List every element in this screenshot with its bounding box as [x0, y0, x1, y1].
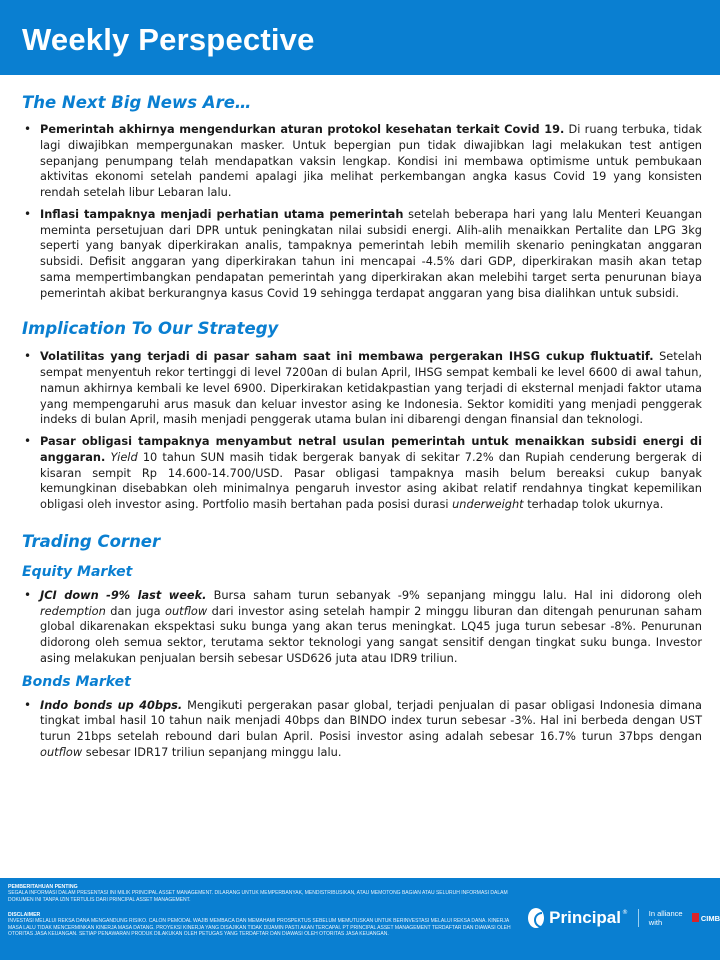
important-notice [8, 884, 513, 903]
header-bar [0, 0, 720, 75]
list-item: • Pemerintah akhirnya mengendurkan aturan protokol kesehatan terkait Covid 19. Di ruang terbuka, tidak lagi diwajibkan mempergunakan masker. Untuk bepergian pun tidak diwajibkan lagi melakukan test antigen sepanjang penumpang telah mendapatkan vaksin lengkap. Kondisi ini membawa optimisme untuk pembukaan aktivitas ekonomi setelah pandemi apalagi jika melihat perkembangan angka kasus Covid 19 yang konsisten rendah setelah libur Lebaran lalu. [22, 122, 702, 201]
logo-divider [638, 909, 639, 927]
notice-title: PEMBERITAHUAN PENTING [8, 884, 78, 890]
registered-mark-icon: ® [621, 908, 628, 916]
list-item: • Volatilitas yang terjadi di pasar saham saat ini membawa pergerakan IHSG cukup fluktuatif. Setelah sempat menyentuh rekor tertinggi di level 7200an di bulan April, IHSG sempat kembali ke level 6600 di awal tahun, namun akhirnya kembali ke level 6900. Diperkirakan ketidakpastian yang terjadi di eksternal menjadi faktor utama yang mempengaruhi arus masuk dan keluar investor asing ke Indonesia. Sektor komiditi yang menjadi penggerak indeks di bulan April, masih menjadi penggerak utama bulan ini dibarengi dengan finansial dan teknologi. [22, 349, 702, 428]
alliance-text: In alliance with [648, 909, 683, 927]
implication-list [22, 349, 702, 513]
page-title: Weekly Perspective [22, 22, 315, 57]
subsection-title-equity: Equity Market [22, 563, 133, 580]
disclaimer-title: DISCLAIMER [8, 912, 41, 918]
partner-name: CIMB [700, 913, 720, 923]
list-item: • Indo bonds up 40bps. Mengikuti pergerakan pasar global, terjadi penjualan di pasar obligasi Indonesia dimana tingkat imbal hasil 10 tahun naik menjadi 40bps dan BINDO index turun sebesar -3%. Hal ini berbeda dengan UST turun 21bps setelah rebound dari bulan April. Posisi investor asing adalah sebesar 16.7% turun 37bps dengan outflow sebesar IDR17 triliun sepanjang minggu lalu. [22, 698, 702, 761]
notice-text: SEGALA INFORMASI DALAM PRESENTASI INI MILIK PRINCIPAL ASSET MANAGEMENT. DILARANG UNTUK MEMPERBANYAK, MENDISTRIBUSIKAN, ATAU MEMOTONG BAGIAN ATAU SELURUH INFORMASI DALAM DOKUMEN INI TANPA IZIN TERTULIS DARI PRINCIPAL ASSET MANAGEMENT. [8, 890, 508, 903]
section-title-implication: Implication To Our Strategy [22, 319, 279, 339]
subsection-title-bonds: Bonds Market [22, 673, 131, 690]
cimb-logo-icon [692, 913, 699, 922]
principal-logo-icon [528, 908, 544, 928]
brand-name: Principal [549, 908, 621, 927]
list-item: • Inflasi tampaknya menjadi perhatian utama pemerintah setelah beberapa hari yang lalu Menteri Keuangan meminta persetujuan dari DPR untuk peningkatan nilai subsidi energi. Alih-alih menaikkan Pertalite dan LPG 3kg seperti yang banyak diperkirakan analis, tampaknya pemerintah lebih memilih skenario peningkatan anggaran subsidi. Defisit anggaran yang diperkirakan tahun ini mencapai -4.5% dari GDP, diperkirakan masih akan tetap sama mempertimbangkan pendapatan pemerintah yang diperkirakan akan melebihi target serta penurunan biaya pemerintah akibat berkurangnya kasus Covid 19 sehingga terdapat anggaran yang bisa dialihkan untuk subsidi. [22, 207, 702, 302]
main-content [22, 92, 702, 761]
section-title-next-big-news: The Next Big News Are… [22, 93, 252, 112]
bonds-list [22, 698, 702, 761]
equity-list [22, 588, 702, 667]
section-title-trading-corner: Trading Corner [22, 531, 161, 551]
list-item: • Pasar obligasi tampaknya menyambut netral usulan pemerintah untuk menaikkan subsidi energi di anggaran. Yield 10 tahun SUN masih tidak bergerak banyak di sekitar 7.2% dan Rupiah cenderung bergerak di kisaran sempit Rp 14.600-14.700/USD. Pasar obligasi tampaknya masih belum bereaksi cukup banyak kemungkinan disebabkan oleh minimalnya pengaruh investor asing akibat relatif rendahnya tingkat kepemilikan obligasi oleh investor asing. Portfolio masih bertahan pada posisi durasi underweight terhadap tolok ukurnya. [22, 434, 702, 513]
disclaimer [8, 912, 513, 938]
brand-logo-group [528, 904, 720, 932]
next-big-news-list [22, 122, 702, 301]
list-item: • JCI down -9% last week. Bursa saham turun sebanyak -9% sepanjang minggu lalu. Hal ini didorong oleh redemption dan juga outflow dari investor asing setelah hampir 2 minggu liburan dan ditengah penurunan saham global dikarenakan ekspektasi suku bunga yang akan terus meningkat. LQ45 juga turun sebesar -8%. Penurunan didorong oleh semua sektor, terutama sektor teknologi yang sangat sensitif dengan tingkat suku bunga. Investor asing melakukan penjualan bersih sebesar USD626 juta atau IDR9 triliun. [22, 588, 702, 667]
disclaimer-text: INVESTASI MELALUI REKSA DANA MENGANDUNG RISIKO. CALON PEMODAL WAJIB MEMBACA DAN MEMAHAMI PROSPEKTUS SEBELUM MEMUTUSKAN UNTUK BERINVESTASI MELALUI REKSA DANA. KINERJA MASA LALU TIDAK MENCERMINKAN KINERJA MASA DATANG. PROYEKSI KINERJA YANG DISAJIKAN TIDAK DIJAMIN PASTI AKAN TERCAPAI. PT PRINCIPAL ASSET MANAGEMENT TERDAFTAR DAN DIAWASI OLEH OTORITAS JASA KEUANGAN. SETIAP PENAWARAN PRODUK DILAKUKAN OLEH PETUGAS YANG TERDAFTAR DAN DIAWASI OLEH OTORITAS JASA KEUANGAN. [8, 918, 511, 938]
